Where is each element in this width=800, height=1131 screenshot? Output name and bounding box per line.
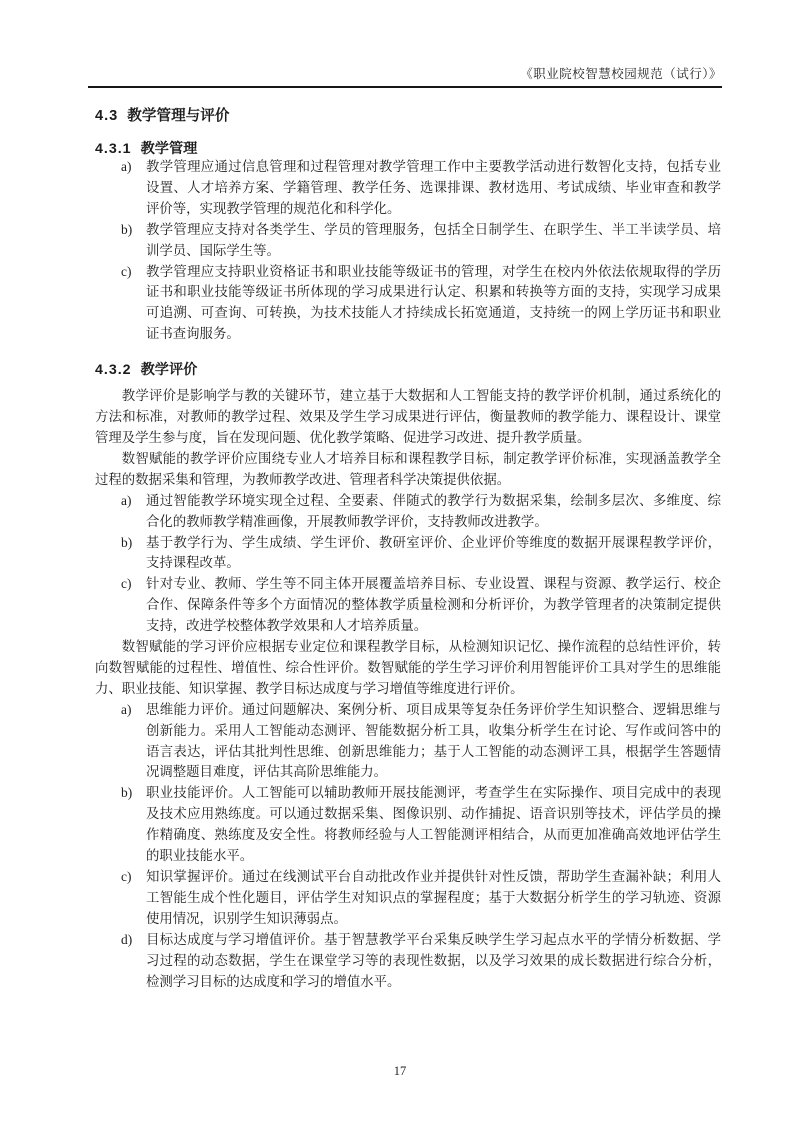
paragraph: 数智赋能的学习评价应根据专业定位和课程教学目标，从检测知识记忆、操作流程的总结性评价，转向数智赋能的过程性、增值性、综合性评价。数智赋能的学生学习评价利用智能评价工具对学生的思维能力、职业技能、知识掌握、教学目标达成度与学习增值等维度进行评价。: [95, 639, 721, 696]
list-432-learning: [95, 700, 721, 993]
list-item-marker: a): [121, 492, 132, 508]
page-footer: [0, 1064, 800, 1079]
list-item-marker: b): [121, 221, 133, 237]
list-item-text: 知识掌握评价。通过在线测试平台自动批改作业并提供针对性反馈，帮助学生查漏补缺；利用人工智能生成个性化题目，评估学生对知识点的掌握程度；基于大数据分析学生的学习轨迹、资源使用情况，识别学生知识薄弱点。: [146, 869, 721, 926]
list-item-text: 教学管理应支持职业资格证书和职业技能等级证书的管理，对学生在校内外依法依规取得的学历证书和职业技能等级证书所体现的学习成果进行认定、积累和转换等方面的支持，实现学习成果可追溯、可查询、可转换，为技术技能人才持续成长拓宽通道，支持统一的网上学历证书和职业证书查询服务。: [146, 263, 721, 342]
page-content: [95, 98, 721, 992]
list-item-text: 职业技能评价。人工智能可以辅助教师开展技能测评，考查学生在实际操作、项目完成中的表现及技术应用熟练度。可以通过数据采集、图像识别、动作捕捉、语音识别等技术，评估学员的操作精确度、熟练度及安全性。将教师经验与人工智能测评相结合，从而更加准确高效地评估学生的职业技能水平。: [146, 785, 721, 864]
list-item-text: 教学管理应通过信息管理和过程管理对教学管理工作中主要教学活动进行数智化支持，包括专业设置、人才培养方案、学籍管理、教学任务、选课排课、教材选用、考试成绩、毕业审查和教学评价等，实现教学管理的规范化和科学化。: [146, 159, 721, 216]
list-item-marker: c): [121, 263, 132, 279]
subsection-number: 4.3.1: [95, 141, 132, 157]
list-item: [121, 533, 721, 575]
list-item-marker: c): [121, 869, 132, 884]
list-item-marker: c): [121, 576, 132, 592]
subsection-number: 4.3.2: [95, 362, 132, 379]
list-item: [121, 262, 721, 346]
subsection-title: 教学管理: [140, 141, 198, 157]
list-item-marker: a): [121, 701, 132, 717]
section-number: 4.3: [95, 108, 119, 124]
list-item-text: 基于教学行为、学生成绩、学生评价、教研室评价、企业评价等维度的数据开展课程教学评价，支持课程改革。: [146, 534, 721, 571]
subsection-heading-431: [95, 141, 721, 157]
list-item: [121, 700, 721, 784]
list-431: [95, 157, 721, 345]
section-title: 教学管理与评价: [127, 108, 230, 124]
paragraph: 教学评价是影响学与教的关键环节，建立基于大数据和人工智能支持的教学评价机制，通过系统化的方法和标准，对教师的教学过程、效果及学生学习成果进行评估，衡量教师的教学能力、课程设计、课堂管理及学生参与度，旨在发现问题、优化教学策略、促进学习改进、提升教学质量。: [95, 388, 721, 445]
paragraph: 数智赋能的教学评价应围绕专业人才培养目标和课程教学目标，制定教学评价标准，实现涵盖教学全过程的数据采集和管理，为教师教学改进、管理者科学决策提供依据。: [95, 450, 721, 487]
list-item-marker: b): [121, 534, 133, 550]
list-item-text: 目标达成度与学习增值评价。基于智慧教学平台采集反映学生学习起点水平的学情分析数据、学习过程的动态数据，学生在课堂学习等的表现性数据，以及学习效果的成长数据进行综合分析，检测学习目标的达成度和学习的增值水平。: [146, 931, 721, 989]
list-item-marker: a): [121, 159, 132, 174]
list-item-text: 思维能力评价。通过问题解决、案例分析、项目成果等复杂任务评价学生知识整合、逻辑思维与创新能力。采用人工智能动态测评、智能数据分析工具，收集分析学生在讨论、写作或问答中的语言表达，评估其批判性思维、创新思维能力；基于人工智能的动态测评工具，根据学生答题情况调整题目难度，评估其高阶思维能力。: [146, 701, 721, 780]
list-item: [121, 783, 721, 867]
list-item: [121, 574, 721, 637]
list-432-teaching: [95, 491, 721, 637]
list-item: [121, 220, 721, 262]
section-heading: [95, 108, 721, 124]
page-number: 17: [393, 1064, 407, 1078]
list-item-text: 教学管理应支持对各类学生、学员的管理服务，包括全日制学生、在职学生、半工半读学员、培训学员、国际学生等。: [146, 221, 721, 258]
list-item: [121, 930, 721, 993]
doc-title: 《职业院校智慧校园规范（试行）》: [520, 67, 722, 81]
list-item: [121, 157, 721, 220]
page-header: [88, 64, 722, 88]
list-item-text: 通过智能教学环境实现全过程、全要素、伴随式的教学行为数据采集，绘制多层次、多维度、综合化的教师教学精准画像，开展教师教学评价，支持教师改进教学。: [146, 492, 721, 529]
list-item-text: 针对专业、教师、学生等不同主体开展覆盖培养目标、专业设置、课程与资源、教学运行、校企合作、保障条件等多个方面情况的整体教学质量检测和分析评价，为教学管理者的决策制定提供支持，改进学校整体教学效果和人才培养质量。: [146, 576, 721, 634]
subsection-432-body: [95, 386, 721, 992]
list-item: [121, 867, 721, 930]
subsection-heading-432: [95, 362, 721, 378]
list-item-marker: d): [121, 931, 133, 947]
list-item: [121, 491, 721, 533]
list-item-marker: b): [121, 785, 133, 801]
subsection-title: 教学评价: [140, 362, 198, 379]
